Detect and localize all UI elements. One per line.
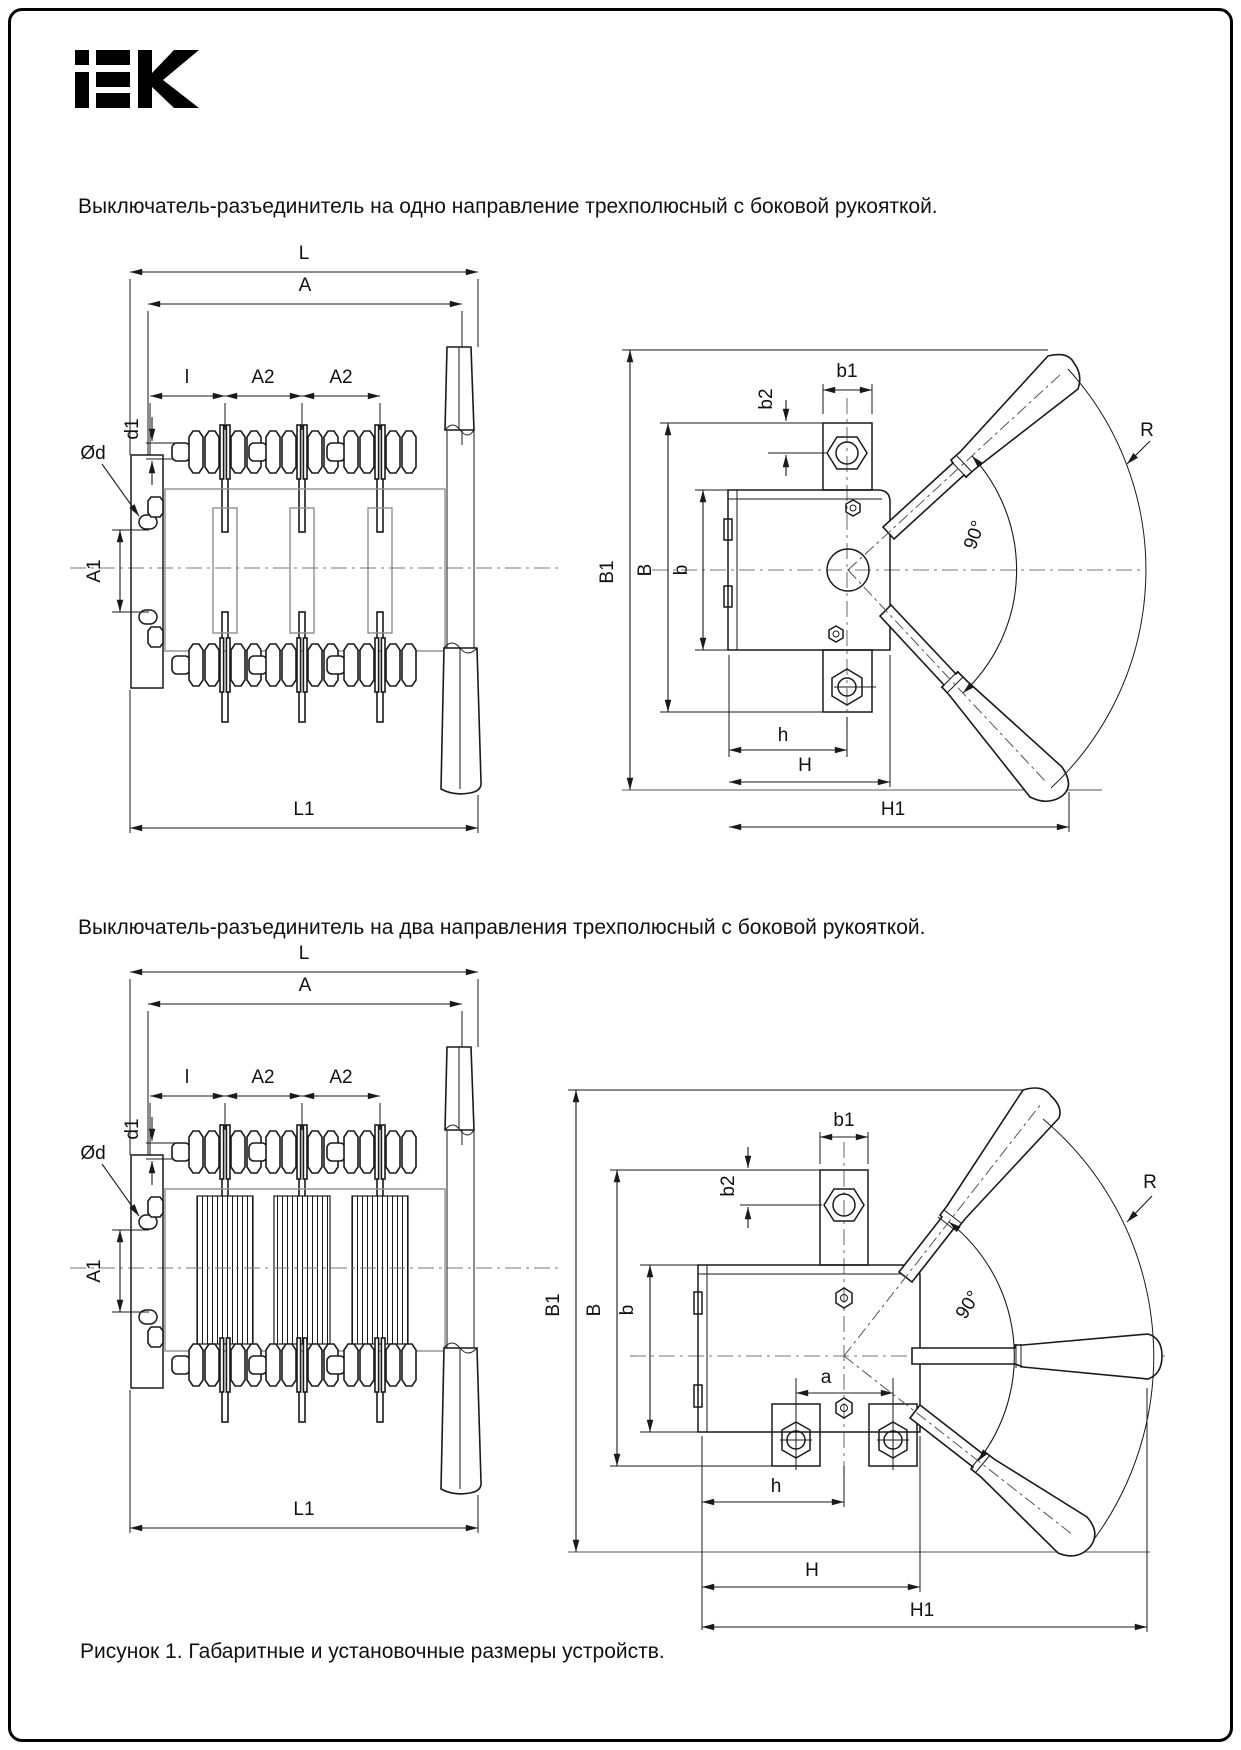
figure-caption: Рисунок 1. Габаритные и установочные размеры устройств. xyxy=(80,1640,665,1663)
dim-label-H1: H1 xyxy=(880,799,906,820)
handle-position-down xyxy=(844,1356,1095,1556)
dim-label-L1: L1 xyxy=(293,1499,315,1520)
dim-label-diameter: Ød xyxy=(80,1143,106,1164)
angle-label: 90° xyxy=(951,1287,985,1323)
dim-label-A: A xyxy=(298,275,312,296)
dim-label-a: a xyxy=(820,1367,832,1388)
dim-label-B1: B1 xyxy=(597,560,618,584)
dim-label-A1: A1 xyxy=(84,559,105,583)
dim-label-R: R xyxy=(1143,1172,1157,1193)
dim-label-diameter: Ød xyxy=(80,443,106,464)
dim-label-H: H xyxy=(798,755,812,776)
angle-label: 90° xyxy=(960,518,990,553)
arc-chute-blocks xyxy=(197,1196,408,1344)
dim-label-h: h xyxy=(770,1476,782,1497)
dim-label-H1: H1 xyxy=(909,1600,935,1621)
dim-label-l: l xyxy=(184,367,190,388)
dim-label-l: l xyxy=(184,1067,190,1088)
dim-label-A2: A2 xyxy=(251,1067,275,1088)
handle-position-middle xyxy=(912,1334,1162,1379)
figure1-front-view xyxy=(70,243,558,833)
dim-label-b1: b1 xyxy=(833,1110,855,1131)
figure1-title: Выключатель-разъединитель на одно направление трехполюсный с боковой рукояткой. xyxy=(78,195,938,218)
leader-R xyxy=(1127,1196,1152,1222)
handle-position-up xyxy=(844,1088,1060,1356)
dim-label-d1: d1 xyxy=(122,418,143,440)
figure2-title: Выключатель-разъединитель на два направления трехполюсный с боковой рукояткой. xyxy=(78,916,926,939)
dim-label-A2: A2 xyxy=(329,1067,353,1088)
dim-label-L1: L1 xyxy=(293,799,315,820)
bottom-terminal-bracket xyxy=(823,650,876,712)
dim-label-A: A xyxy=(298,975,312,996)
dim-label-B: B xyxy=(635,563,656,577)
dim-label-L: L xyxy=(298,943,310,964)
figure2-front-view xyxy=(70,943,558,1533)
figure2-side-view xyxy=(543,1088,1165,1632)
figure1-side-view xyxy=(597,350,1154,832)
handle-position-off xyxy=(848,570,1069,801)
pole-blades xyxy=(222,426,383,722)
dim-label-B: B xyxy=(584,1303,605,1317)
dim-label-A2: A2 xyxy=(251,367,275,388)
dim-label-d1: d1 xyxy=(122,1118,143,1140)
radius-arc xyxy=(1043,1119,1154,1538)
dim-label-b: b xyxy=(617,1304,638,1316)
angle-arc xyxy=(963,456,1017,693)
dim-label-A1: A1 xyxy=(84,1259,105,1283)
dim-label-b1: b1 xyxy=(836,361,858,382)
switch-body-side xyxy=(694,1265,920,1432)
dim-label-R: R xyxy=(1140,420,1154,441)
dim-label-H: H xyxy=(805,1560,819,1581)
leader-R xyxy=(1127,441,1150,464)
dim-label-L: L xyxy=(298,243,310,264)
dim-label-h: h xyxy=(777,725,789,746)
dim-label-b2: b2 xyxy=(756,388,777,410)
radius-arc xyxy=(1051,369,1146,788)
angle-arc xyxy=(949,1222,1014,1461)
dim-label-b2: b2 xyxy=(718,1175,739,1197)
dim-label-A2: A2 xyxy=(329,367,353,388)
dim-label-b: b xyxy=(671,564,692,576)
dim-label-B1: B1 xyxy=(543,1293,564,1317)
